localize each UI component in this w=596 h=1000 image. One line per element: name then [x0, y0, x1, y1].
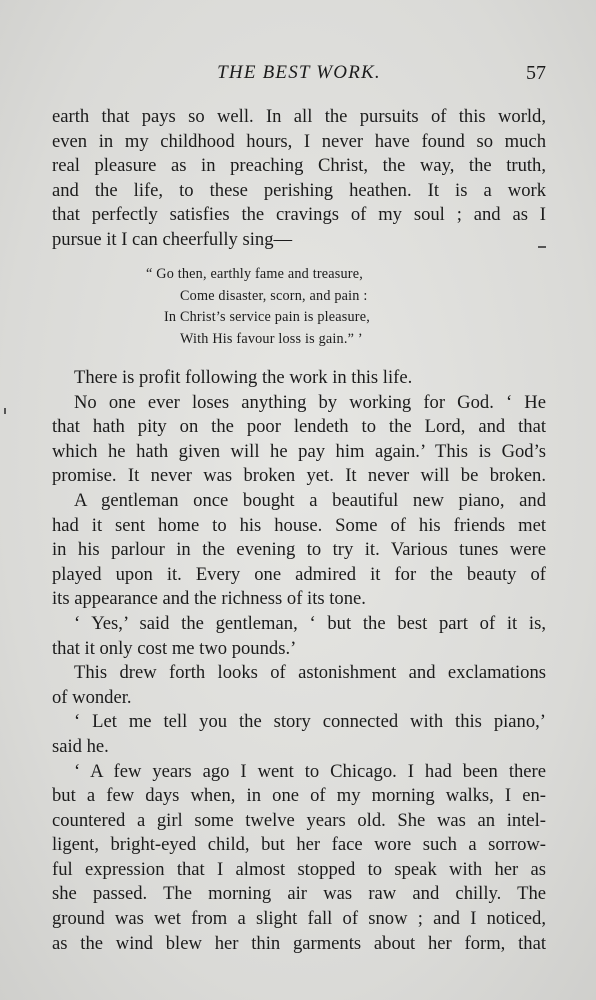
text-line: but a few days when, in one of my morning walks, I en- [52, 785, 546, 807]
page-header [52, 60, 546, 86]
text-line: which he hath given will he pay him again.’ This is God’s [52, 440, 546, 462]
paragraph-opening [52, 105, 546, 253]
poem-line: In Christ’s service pain is pleasure, [164, 309, 370, 325]
poem-line: “ Go then, earthly fame and treasure, [146, 266, 363, 282]
text-line: ligent, bright-eyed child, but her face wore such a sorrow- [52, 834, 546, 856]
text-line: had it sent home to his house. Some of his friends met [52, 514, 546, 536]
poem-line: Come disaster, scorn, and pain : [180, 287, 368, 304]
text-line: promise. It never was broken yet. It never will be broken. [52, 465, 546, 487]
text-line: real pleasure as in preaching Christ, the way, the truth, [52, 155, 546, 177]
text-line: ‘ Yes,’ said the gentleman, ‘ but the best part of it is, [74, 612, 546, 634]
text-line: that hath pity on the poor lendeth to the Lord, and that [52, 416, 546, 438]
text-line: as the wind blew her thin garments about her form, that [52, 932, 546, 954]
text-line: earth that pays so well. In all the pursuits of this world, [52, 106, 546, 127]
text-line: said he. [52, 735, 109, 757]
poem-line: With His favour loss is gain.” ’ [180, 330, 363, 347]
text-line: There is profit following the work in this life. [74, 367, 413, 388]
text-line: This drew forth looks of astonishment and exclamations [74, 662, 546, 684]
text-line: ful expression that I almost stopped to speak with her as [52, 858, 546, 880]
text-line: ‘ Let me tell you the story connected with this piano,’ [74, 711, 546, 733]
text-line: she passed. The morning air was raw and chilly. The [52, 883, 546, 905]
text-line: and the life, to these perishing heathen. It is a work [52, 179, 546, 201]
text-line: of wonder. [52, 686, 132, 708]
text-line: that it only cost me two pounds.’ [52, 637, 297, 659]
text-line: in his parlour in the evening to try it. Various tunes were [52, 539, 546, 561]
text-line: even in my childhood hours, I never have found so much [52, 130, 546, 152]
running-title: THE BEST WORK. [217, 62, 381, 83]
text-line: countered a girl some twelve years old. She was an intel- [52, 809, 546, 831]
print-speck [538, 246, 546, 248]
text-line: pursue it I can cheerfully sing— [52, 228, 293, 250]
page-number: 57 [526, 62, 546, 84]
text-line: No one ever loses anything by working for God. ‘ He [74, 391, 546, 413]
print-speck [4, 408, 6, 414]
text-line: played upon it. Every one admired it for the beauty of [52, 563, 546, 585]
text-line: that perfectly satisfies the cravings of my soul ; and as I [52, 204, 546, 226]
text-line: ‘ A few years ago I went to Chicago. I had been there [74, 760, 546, 782]
body-text [52, 366, 546, 956]
poem-quotation [146, 264, 446, 350]
text-line: its appearance and the richness of its tone. [52, 588, 366, 610]
text-line: A gentleman once bought a beautiful new piano, and [74, 489, 546, 511]
text-line: ground was wet from a slight fall of snow ; and I noticed, [52, 908, 546, 930]
